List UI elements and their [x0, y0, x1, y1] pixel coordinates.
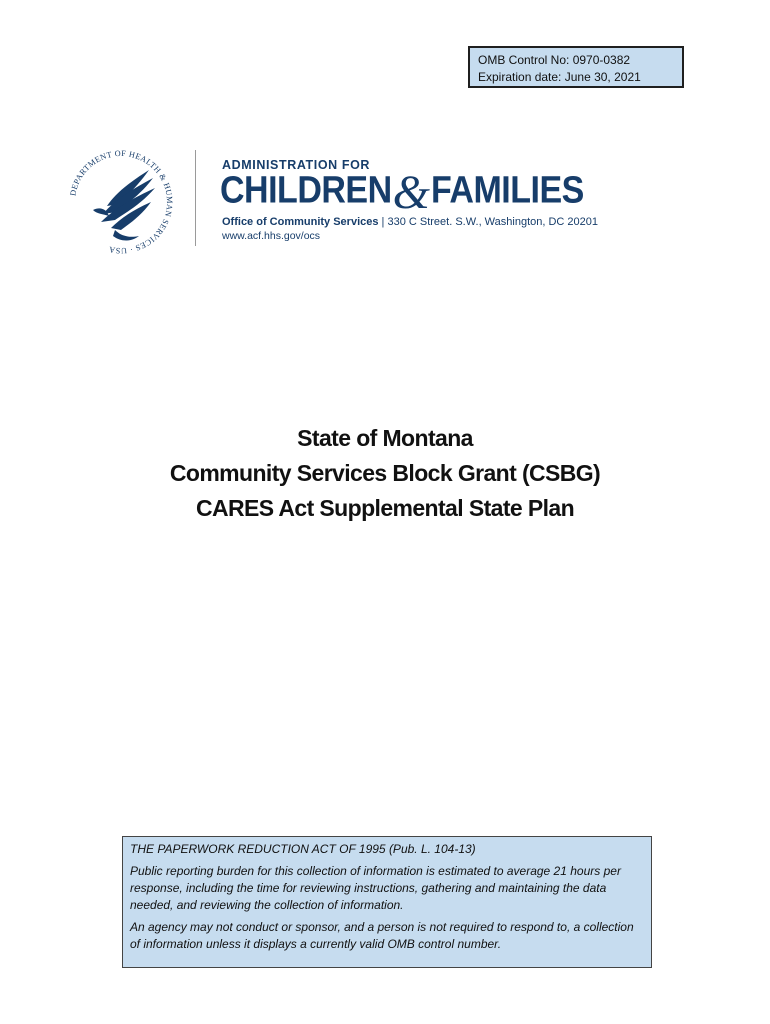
omb-control-box [468, 46, 684, 88]
document-title [0, 421, 770, 526]
paperwork-reduction-box [122, 836, 652, 968]
title-plan: CARES Act Supplemental State Plan [195, 495, 575, 521]
office-line [222, 216, 598, 228]
acf-logo-wordmark [220, 166, 584, 219]
paperwork-burden-text: Public reporting burden for this collection of information is estimated to average 21 hours per response, including the time for reviewing instructions, gathering and maintaining the data needed, and reviewing the collection of information. [130, 864, 621, 912]
office-website: www.acf.hhs.gov/ocs [222, 230, 321, 242]
paperwork-notice-text: An agency may not conduct or sponsor, and a person is not required to respond to, a collection of information unless it displays a currently valid OMB control number. [130, 920, 634, 951]
acf-families: FAMILIES [431, 168, 584, 212]
hhs-seal-icon [63, 144, 179, 260]
title-grant: Community Services Block Grant (CSBG) [169, 460, 601, 486]
logo-divider [195, 150, 196, 246]
acf-ampersand: & [392, 166, 431, 219]
office-name: Office of Community Services [222, 216, 379, 228]
title-state: State of Montana [297, 425, 473, 451]
paperwork-heading: THE PAPERWORK REDUCTION ACT OF 1995 (Pub. L. 104-13) [130, 842, 476, 856]
acf-children: CHILDREN [220, 168, 392, 212]
acf-administration-for: ADMINISTRATION FOR [222, 158, 371, 172]
omb-expiration-date: Expiration date: June 30, 2021 [478, 70, 641, 84]
office-address: | 330 C Street. S.W., Washington, DC 20201 [378, 216, 599, 228]
seal-ring-text: DEPARTMENT OF HEALTH & HUMAN SERVICES · USA [68, 148, 175, 256]
omb-control-number: OMB Control No: 0970-0382 [478, 53, 631, 67]
